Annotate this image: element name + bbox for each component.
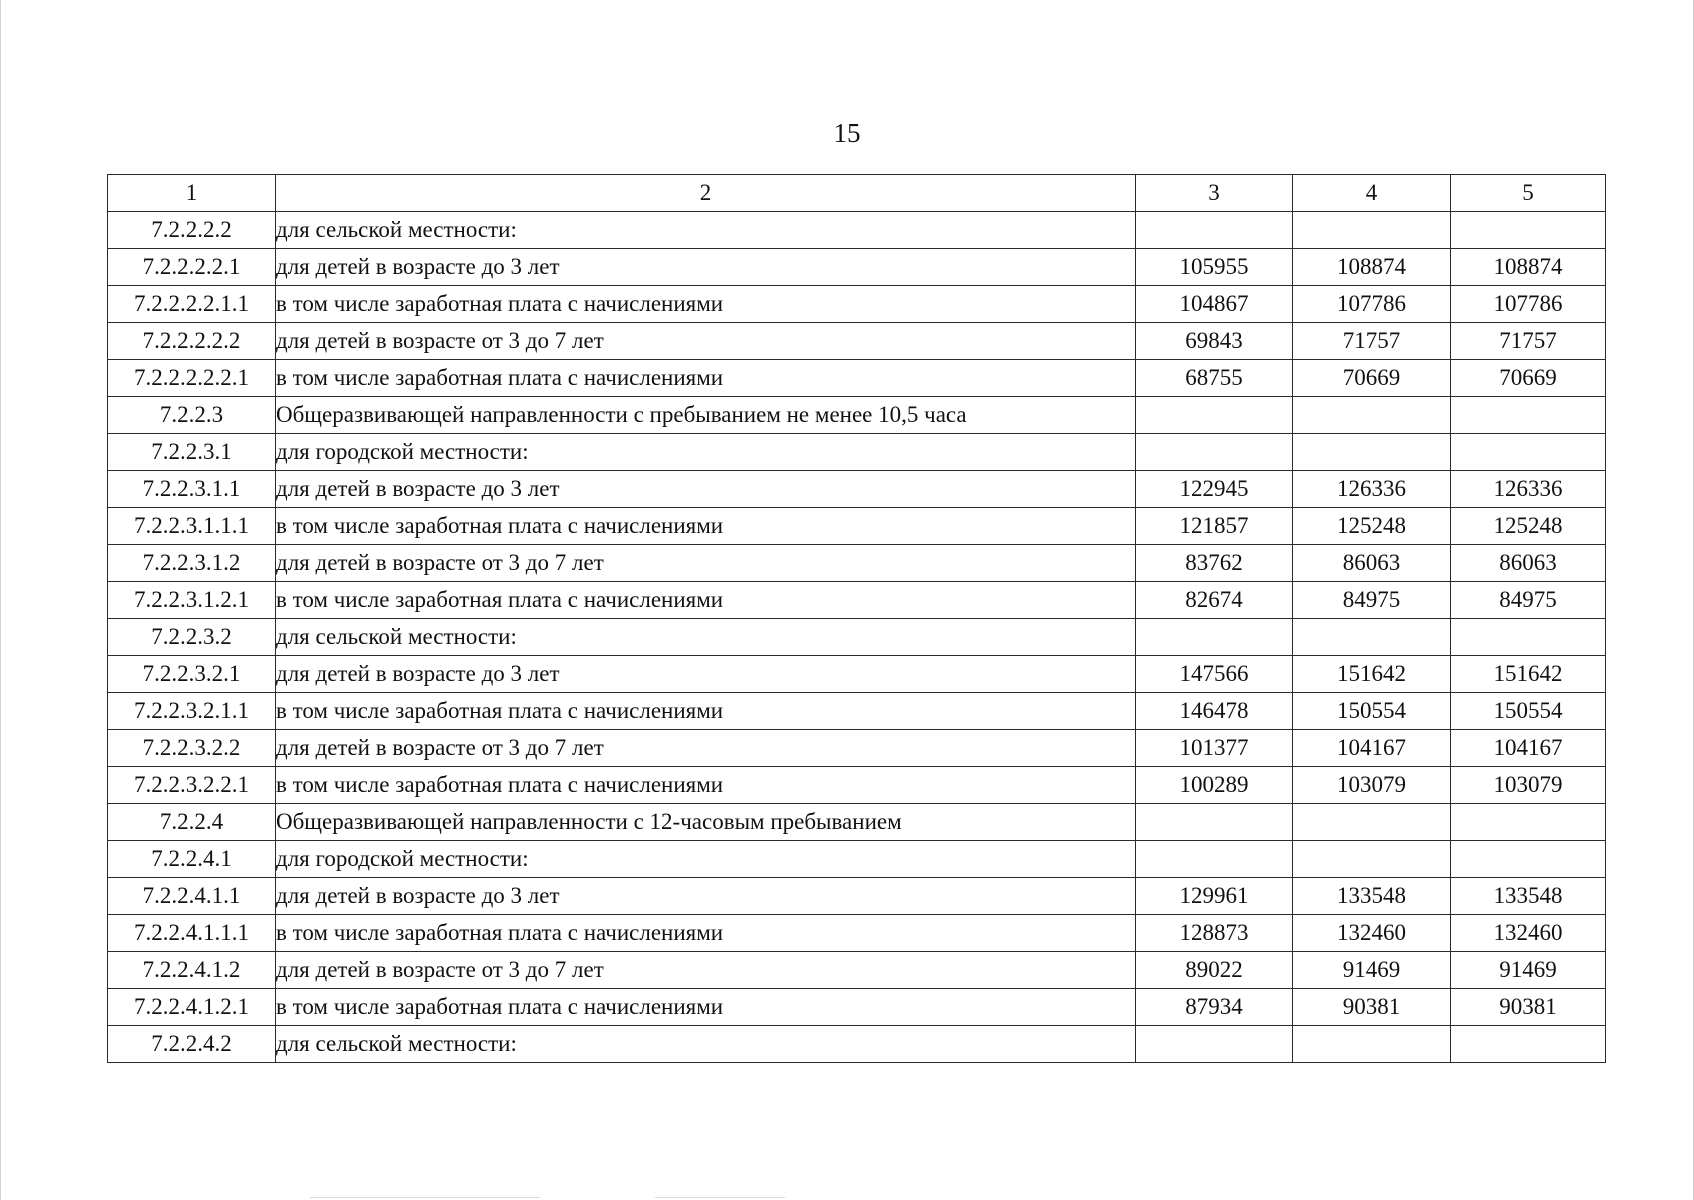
row-description-cell: в том числе заработная плата с начислениями [276, 767, 1136, 804]
row-value-col5: 151642 [1451, 656, 1606, 693]
row-value-col3: 105955 [1136, 249, 1293, 286]
table-row [108, 582, 1606, 619]
table-row [108, 323, 1606, 360]
row-code-cell: 7.2.2.2.2.2 [108, 323, 276, 360]
row-code-cell: 7.2.2.2.2.1.1 [108, 286, 276, 323]
row-value-col3 [1136, 397, 1293, 434]
row-value-col4: 125248 [1293, 508, 1451, 545]
row-code-cell: 7.2.2.3.1.1.1 [108, 508, 276, 545]
row-value-col3: 129961 [1136, 878, 1293, 915]
row-value-col3: 89022 [1136, 952, 1293, 989]
row-value-col5: 86063 [1451, 545, 1606, 582]
row-description-cell: в том числе заработная плата с начислениями [276, 582, 1136, 619]
table-row [108, 841, 1606, 878]
row-value-col4: 126336 [1293, 471, 1451, 508]
table-row [108, 286, 1606, 323]
row-value-col4: 86063 [1293, 545, 1451, 582]
row-value-col4: 70669 [1293, 360, 1451, 397]
row-value-col5 [1451, 1026, 1606, 1063]
row-description-cell: для сельской местности: [276, 1026, 1136, 1063]
row-value-col4: 133548 [1293, 878, 1451, 915]
row-description-cell: для детей в возрасте от 3 до 7 лет [276, 952, 1136, 989]
row-value-col5 [1451, 841, 1606, 878]
row-value-col3 [1136, 434, 1293, 471]
row-value-col3 [1136, 619, 1293, 656]
row-value-col4: 107786 [1293, 286, 1451, 323]
row-value-col4 [1293, 397, 1451, 434]
scan-artifact [310, 1197, 540, 1198]
row-value-col4 [1293, 804, 1451, 841]
row-description-cell: в том числе заработная плата с начислениями [276, 915, 1136, 952]
row-description-cell: для детей в возрасте от 3 до 7 лет [276, 545, 1136, 582]
row-value-col4 [1293, 434, 1451, 471]
row-value-col4: 151642 [1293, 656, 1451, 693]
row-value-col5 [1451, 619, 1606, 656]
table-header-row [108, 175, 1606, 212]
row-value-col4 [1293, 841, 1451, 878]
row-code-cell: 7.2.2.4.1.1.1 [108, 915, 276, 952]
table-row [108, 619, 1606, 656]
tariff-table [107, 174, 1606, 1063]
row-value-col5: 84975 [1451, 582, 1606, 619]
row-description-cell: для сельской местности: [276, 619, 1136, 656]
row-value-col5: 71757 [1451, 323, 1606, 360]
table-row [108, 397, 1606, 434]
row-description-cell: в том числе заработная плата с начислениями [276, 286, 1136, 323]
row-value-col3 [1136, 804, 1293, 841]
header-cell: 4 [1293, 175, 1451, 212]
row-value-col3: 69843 [1136, 323, 1293, 360]
row-value-col3: 82674 [1136, 582, 1293, 619]
table-body [108, 212, 1606, 1063]
row-value-col4: 90381 [1293, 989, 1451, 1026]
row-value-col5: 107786 [1451, 286, 1606, 323]
row-value-col5 [1451, 434, 1606, 471]
row-description-cell: для детей в возрасте от 3 до 7 лет [276, 730, 1136, 767]
row-value-col4: 71757 [1293, 323, 1451, 360]
row-description-cell: в том числе заработная плата с начислениями [276, 693, 1136, 730]
row-description-cell: Общеразвивающей направленности с 12-часовым пребыванием [276, 804, 1136, 841]
row-value-col5: 103079 [1451, 767, 1606, 804]
table-row [108, 471, 1606, 508]
row-code-cell: 7.2.2.2.2.2.1 [108, 360, 276, 397]
row-value-col5 [1451, 804, 1606, 841]
row-description-cell: для детей в возрасте до 3 лет [276, 471, 1136, 508]
row-value-col3: 101377 [1136, 730, 1293, 767]
row-code-cell: 7.2.2.3.1.2.1 [108, 582, 276, 619]
row-value-col3: 122945 [1136, 471, 1293, 508]
table-row [108, 989, 1606, 1026]
row-code-cell: 7.2.2.2.2.1 [108, 249, 276, 286]
row-description-cell: в том числе заработная плата с начислениями [276, 360, 1136, 397]
table-row [108, 545, 1606, 582]
page-number: 15 [833, 118, 861, 148]
scan-artifact [655, 1197, 785, 1198]
table-row [108, 767, 1606, 804]
row-description-cell: для детей в возрасте до 3 лет [276, 249, 1136, 286]
row-value-col3: 147566 [1136, 656, 1293, 693]
row-code-cell: 7.2.2.3 [108, 397, 276, 434]
row-value-col5: 90381 [1451, 989, 1606, 1026]
header-cell: 3 [1136, 175, 1293, 212]
header-cell: 1 [108, 175, 276, 212]
row-value-col5 [1451, 397, 1606, 434]
table-row [108, 360, 1606, 397]
row-value-col5: 126336 [1451, 471, 1606, 508]
row-description-cell: для городской местности: [276, 434, 1136, 471]
table-row [108, 730, 1606, 767]
row-value-col4 [1293, 212, 1451, 249]
table-row [108, 804, 1606, 841]
row-description-cell: для детей в возрасте до 3 лет [276, 878, 1136, 915]
row-value-col4: 104167 [1293, 730, 1451, 767]
row-code-cell: 7.2.2.4.2 [108, 1026, 276, 1063]
row-value-col3: 128873 [1136, 915, 1293, 952]
table-row [108, 249, 1606, 286]
row-value-col4: 84975 [1293, 582, 1451, 619]
row-value-col3: 100289 [1136, 767, 1293, 804]
table-row [108, 878, 1606, 915]
row-value-col4: 132460 [1293, 915, 1451, 952]
row-value-col5: 133548 [1451, 878, 1606, 915]
row-code-cell: 7.2.2.3.1.2 [108, 545, 276, 582]
row-description-cell: для детей в возрасте до 3 лет [276, 656, 1136, 693]
row-description-cell: для городской местности: [276, 841, 1136, 878]
table-row [108, 693, 1606, 730]
row-value-col4: 91469 [1293, 952, 1451, 989]
row-value-col4: 150554 [1293, 693, 1451, 730]
row-value-col5: 108874 [1451, 249, 1606, 286]
header-cell: 5 [1451, 175, 1606, 212]
row-value-col5: 132460 [1451, 915, 1606, 952]
row-description-cell: Общеразвивающей направленности с пребыванием не менее 10,5 часа [276, 397, 1136, 434]
row-description-cell: в том числе заработная плата с начислениями [276, 508, 1136, 545]
row-code-cell: 7.2.2.4.1.2.1 [108, 989, 276, 1026]
row-code-cell: 7.2.2.2.2 [108, 212, 276, 249]
row-value-col3: 68755 [1136, 360, 1293, 397]
row-code-cell: 7.2.2.3.2 [108, 619, 276, 656]
row-description-cell: для сельской местности: [276, 212, 1136, 249]
row-value-col4: 108874 [1293, 249, 1451, 286]
row-value-col4: 103079 [1293, 767, 1451, 804]
table-row [108, 508, 1606, 545]
row-code-cell: 7.2.2.3.2.2 [108, 730, 276, 767]
row-code-cell: 7.2.2.3.1.1 [108, 471, 276, 508]
table-row [108, 915, 1606, 952]
row-description-cell: для детей в возрасте от 3 до 7 лет [276, 323, 1136, 360]
table-row [108, 1026, 1606, 1063]
row-code-cell: 7.2.2.3.2.1.1 [108, 693, 276, 730]
row-code-cell: 7.2.2.3.2.1 [108, 656, 276, 693]
table-row [108, 434, 1606, 471]
row-value-col4 [1293, 619, 1451, 656]
row-description-cell: в том числе заработная плата с начислениями [276, 989, 1136, 1026]
row-value-col3 [1136, 841, 1293, 878]
row-code-cell: 7.2.2.4.1 [108, 841, 276, 878]
row-value-col5: 70669 [1451, 360, 1606, 397]
row-value-col4 [1293, 1026, 1451, 1063]
table-row [108, 656, 1606, 693]
row-code-cell: 7.2.2.3.2.2.1 [108, 767, 276, 804]
table-row [108, 952, 1606, 989]
row-value-col3: 146478 [1136, 693, 1293, 730]
row-value-col5 [1451, 212, 1606, 249]
row-code-cell: 7.2.2.4 [108, 804, 276, 841]
header-cell: 2 [276, 175, 1136, 212]
row-value-col5: 125248 [1451, 508, 1606, 545]
row-code-cell: 7.2.2.3.1 [108, 434, 276, 471]
row-value-col3: 83762 [1136, 545, 1293, 582]
row-value-col5: 104167 [1451, 730, 1606, 767]
page-left-edge [0, 0, 1, 1200]
table-row [108, 212, 1606, 249]
row-value-col3: 87934 [1136, 989, 1293, 1026]
row-code-cell: 7.2.2.4.1.2 [108, 952, 276, 989]
row-value-col5: 150554 [1451, 693, 1606, 730]
row-code-cell: 7.2.2.4.1.1 [108, 878, 276, 915]
row-value-col5: 91469 [1451, 952, 1606, 989]
row-value-col3 [1136, 212, 1293, 249]
row-value-col3: 121857 [1136, 508, 1293, 545]
row-value-col3: 104867 [1136, 286, 1293, 323]
row-value-col3 [1136, 1026, 1293, 1063]
